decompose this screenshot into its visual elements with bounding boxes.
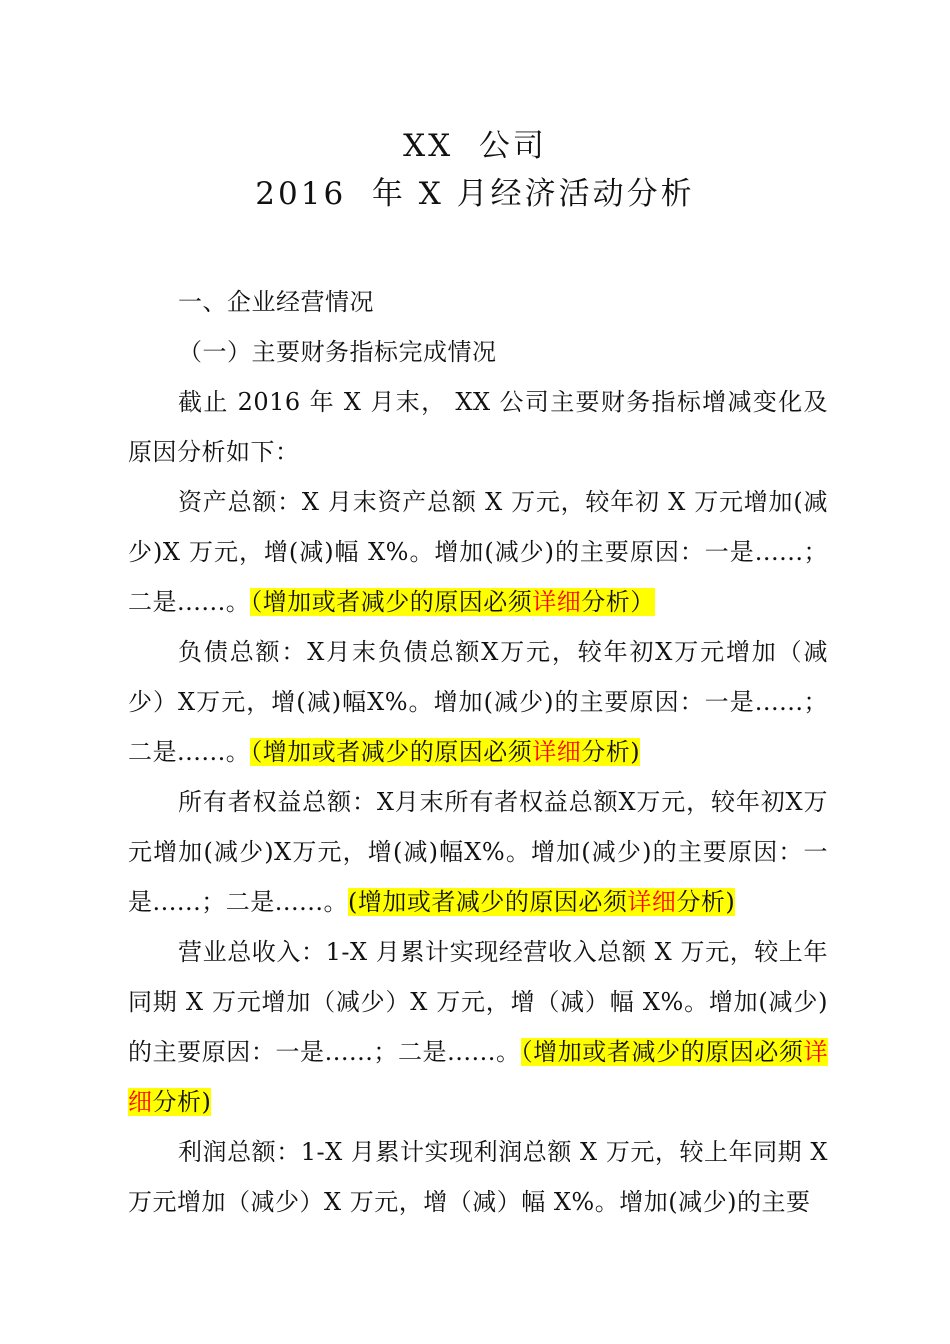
equity-paragraph (128, 777, 828, 927)
section-heading: 一、企业经营情况 (178, 288, 374, 316)
report-title: 2016 年 X 月经济活动分析 (255, 176, 695, 212)
assets-paragraph (128, 477, 828, 627)
assets-text: 资产总额：X 月末资产总额 X 万元，较年初 X 万元增加(减少)X 万元，增(减)幅 X%。增加(减少)的主要原因：一是......；二是......。 (128, 488, 828, 616)
revenue-text: 营业总收入：1-X 月累计实现经营收入总额 X 万元，较上年同期 X 万元增加（减少）X 万元，增（减）幅 X%。增加(减少)的主要原因：一是......；二是......。 (128, 938, 828, 1066)
intro-paragraph: 截止 2016 年 X 月末， XX 公司主要财务指标增减变化及原因分析如下： (128, 388, 828, 466)
highlight-note: （增加或者减少的原因必须详细分析） (250, 588, 655, 616)
document-body (128, 277, 828, 1227)
subsection-heading: （一）主要财务指标完成情况 (178, 338, 497, 366)
profit-paragraph: 利润总额：1-X 月累计实现利润总额 X 万元，较上年同期 X 万元增加（减少）X 万元，增（减）幅 X%。增加(减少)的主要 (128, 1138, 828, 1216)
highlight-note: （增加或者减少的原因必须详细分析) (128, 1038, 828, 1116)
revenue-paragraph (128, 927, 828, 1127)
liabilities-text: 负债总额：X月末负债总额X万元，较年初X万元增加（减少）X万元，增(减)幅X%。增加(减少)的主要原因：一是......；二是......。 (128, 638, 828, 766)
liabilities-paragraph (128, 627, 828, 777)
highlight-note: （增加或者减少的原因必须详细分析) (250, 738, 641, 766)
highlight-note: (增加或者减少的原因必须详细分析) (348, 888, 736, 916)
company-title: XX 公司 (403, 128, 547, 164)
equity-text: 所有者权益总额：X月末所有者权益总额X万元，较年初X万元增加(减少)X万元，增(减)幅X%。增加(减少)的主要原因：一是......；二是......。 (128, 788, 828, 916)
